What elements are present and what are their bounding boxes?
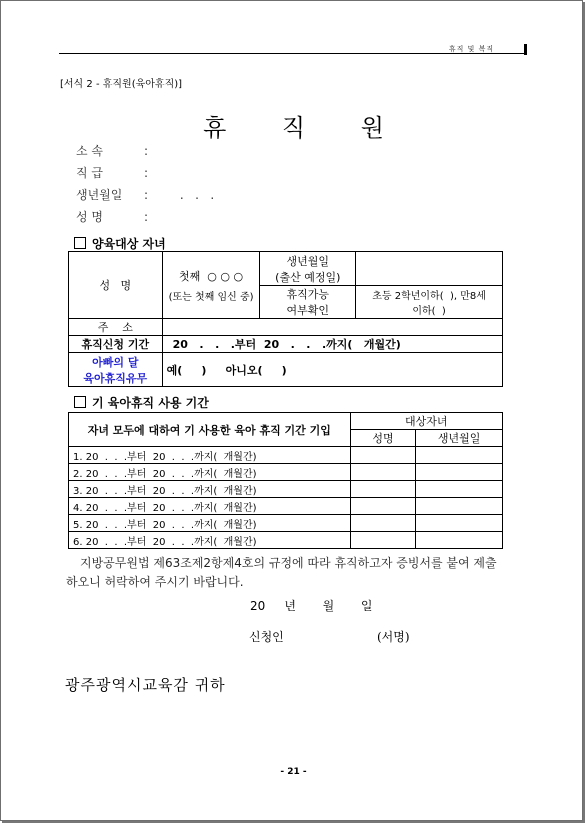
row-name-cell[interactable] <box>350 515 416 532</box>
signature-label: (서명) <box>377 630 410 644</box>
father-label-cell <box>69 353 163 387</box>
child-note: (또는 첫째 임신 중) <box>168 291 254 303</box>
period-label: 휴직신청 기간 <box>69 336 163 353</box>
birth-value[interactable] <box>356 252 503 286</box>
prior-leave-row[interactable]: 4. 20 . . .부터 20 . . .까지( 개월간) <box>69 498 351 515</box>
info-birthdate: 생년월일 : . . . <box>76 188 215 202</box>
prior-leave-row[interactable]: 2. 20 . . .부터 20 . . .까지( 개월간) <box>69 464 351 481</box>
row-birth-cell[interactable] <box>416 498 503 515</box>
child-label: 첫째 ○ ○ ○ <box>179 269 244 283</box>
date-line: 20 년 월 일 <box>250 599 373 613</box>
page-number: - 21 - <box>280 767 307 777</box>
form-title: 휴 직 원 <box>203 114 408 142</box>
section2-heading: 기 육아휴직 사용 기간 <box>74 394 209 411</box>
row-birth-cell[interactable] <box>416 464 503 481</box>
header-rule <box>59 53 525 54</box>
row-birth-cell[interactable] <box>416 532 503 549</box>
section1-heading: 양육대상 자녀 <box>74 235 166 252</box>
applicant-label: 신청인 <box>249 630 284 644</box>
target-header: 대상자녀 <box>350 413 502 430</box>
prior-leave-header: 자녀 모두에 대하여 기 사용한 육아 휴직 기간 기입 <box>69 413 351 447</box>
info-name: 성 명 : <box>76 210 149 224</box>
eligible-value-cell[interactable] <box>356 286 503 319</box>
addressee: 광주광역시교육감 귀하 <box>65 676 226 694</box>
eligible-label-2: 여부확인 <box>286 304 330 317</box>
name-label: 성 명 <box>69 252 163 319</box>
eligible-value: 초등 2학년이하( ), 만8세 <box>372 291 486 302</box>
row-birth-cell[interactable] <box>416 447 503 464</box>
row-name-cell[interactable] <box>350 498 416 515</box>
father-value[interactable]: 예( ) 아니오( ) <box>162 353 502 387</box>
address-value[interactable] <box>162 319 502 336</box>
eligible-value-2: 이하( ) <box>412 306 446 317</box>
birth-note: (출산 예정일) <box>275 270 341 284</box>
period-value[interactable]: 20 . . .부터 20 . . .까지( 개월간) <box>162 336 502 353</box>
row-birth-cell[interactable] <box>416 515 503 532</box>
row-name-cell[interactable] <box>350 464 416 481</box>
father-label: 아빠의 달 <box>92 355 139 369</box>
info-affiliation: 소 속 : <box>76 144 149 158</box>
prior-leave-table <box>68 412 503 549</box>
eligible-label: 휴직가능 <box>286 288 330 301</box>
father-label-2: 육아휴직유무 <box>83 371 148 385</box>
prior-leave-row[interactable]: 6. 20 . . .부터 20 . . .까지( 개월간) <box>69 532 351 549</box>
row-name-cell[interactable] <box>350 481 416 498</box>
child-info-table <box>68 251 503 387</box>
prior-leave-row[interactable]: 1. 20 . . .부터 20 . . .까지( 개월간) <box>69 447 351 464</box>
form-number: [서식 2 - 휴직원(육아휴직)] <box>60 79 183 90</box>
checkbox-icon <box>74 396 86 408</box>
row-name-cell[interactable] <box>350 532 416 549</box>
birth-label: 생년월일 <box>286 254 330 268</box>
row-birth-cell[interactable] <box>416 481 503 498</box>
row-name-cell[interactable] <box>350 447 416 464</box>
header-section-label: 휴직 및 복직 <box>448 45 495 53</box>
declaration-text: 지방공무원법 제63조제2항제4호의 규정에 따라 휴직하고자 증빙서를 붙여 제출하오니 허락하여 주시기 바랍니다. <box>66 556 497 589</box>
address-label: 주 소 <box>69 319 163 336</box>
birth-label-cell <box>260 252 356 286</box>
name-header: 성명 <box>350 430 416 447</box>
eligible-label-cell <box>260 286 356 319</box>
prior-leave-row[interactable]: 5. 20 . . .부터 20 . . .까지( 개월간) <box>69 515 351 532</box>
child-cell <box>162 252 260 319</box>
prior-leave-row[interactable]: 3. 20 . . .부터 20 . . .까지( 개월간) <box>69 481 351 498</box>
info-rank: 직 급 : <box>76 166 149 180</box>
checkbox-icon <box>74 237 86 249</box>
birth-header: 생년월일 <box>416 430 503 447</box>
